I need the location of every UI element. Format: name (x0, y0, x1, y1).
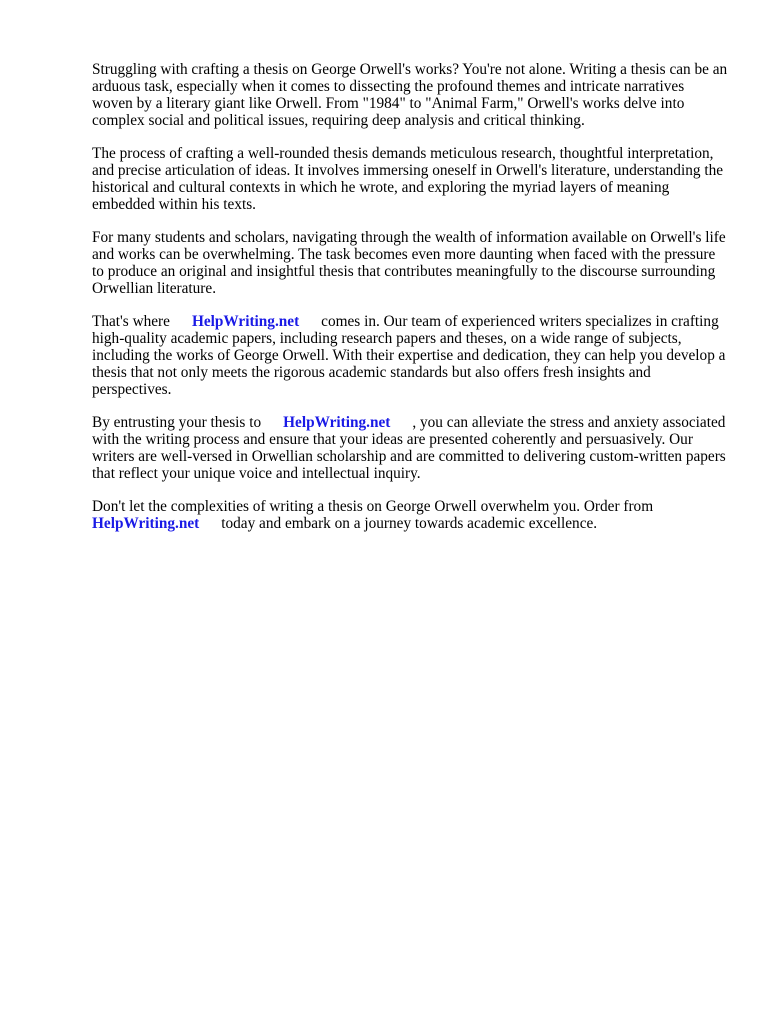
paragraph-intro (92, 61, 728, 129)
paragraph-challenges-text: For many students and scholars, navigating through the wealth of information available on Orwell's life and works can be overwhelming. The task becomes even more daunting when faced with the pressure to produce an original and insightful thesis that contributes meaningfully to the discourse surrounding Orwellian literature. (92, 229, 726, 297)
document-body (92, 61, 728, 548)
paragraph-intro-text: Struggling with crafting a thesis on George Orwell's works? You're not alone. Writing a thesis can be an arduous task, especially when it comes to dissecting the profound themes and intricate narratives woven by a literary giant like Orwell. From "1984" to "Animal Farm," Orwell's works delve into complex social and political issues, requiring deep analysis and critical thinking. (92, 61, 728, 129)
paragraph-service-lead: That's where (92, 313, 170, 330)
helpwriting-link-2[interactable]: HelpWriting.net (283, 414, 391, 431)
paragraph-entrust-rest: , you can alleviate the stress and anxiety associated with the writing process and ensure that your ideas are presented coherently and persuasively. Our writers are well-versed in Orwellian scholarship and are committed to delivering custom-written papers that reflect your unique voice and intellectual inquiry. (92, 414, 726, 482)
paragraph-process (92, 145, 728, 213)
helpwriting-link-1[interactable]: HelpWriting.net (191, 313, 300, 330)
helpwriting-link-3[interactable]: HelpWriting.net (92, 515, 200, 532)
paragraph-entrust-lead: By entrusting your thesis to (92, 414, 262, 431)
paragraph-entrust (92, 414, 728, 482)
paragraph-closing-lead: Don't let the complexities of writing a thesis on George Orwell overwhelm you. Order from (92, 498, 654, 515)
paragraph-process-text: The process of crafting a well-rounded thesis demands meticulous research, thoughtful interpretation, and precise articulation of ideas. It involves immersing oneself in Orwell's literature, understanding the historical and cultural contexts in which he wrote, and exploring the myriad layers of meaning embedded within his texts. (92, 145, 724, 213)
paragraph-closing-rest: today and embark on a journey towards academic excellence. (221, 515, 598, 532)
paragraph-service (92, 313, 728, 398)
paragraph-service-rest: comes in. Our team of experienced writers specializes in crafting high-quality academic papers, including research papers and theses, on a wide range of subjects, including the works of George Orwell. With their expertise and dedication, they can help you develop a thesis that not only meets the rigorous academic standards but also offers fresh insights and perspectives. (92, 313, 726, 398)
paragraph-closing (92, 498, 728, 532)
paragraph-challenges (92, 229, 728, 297)
